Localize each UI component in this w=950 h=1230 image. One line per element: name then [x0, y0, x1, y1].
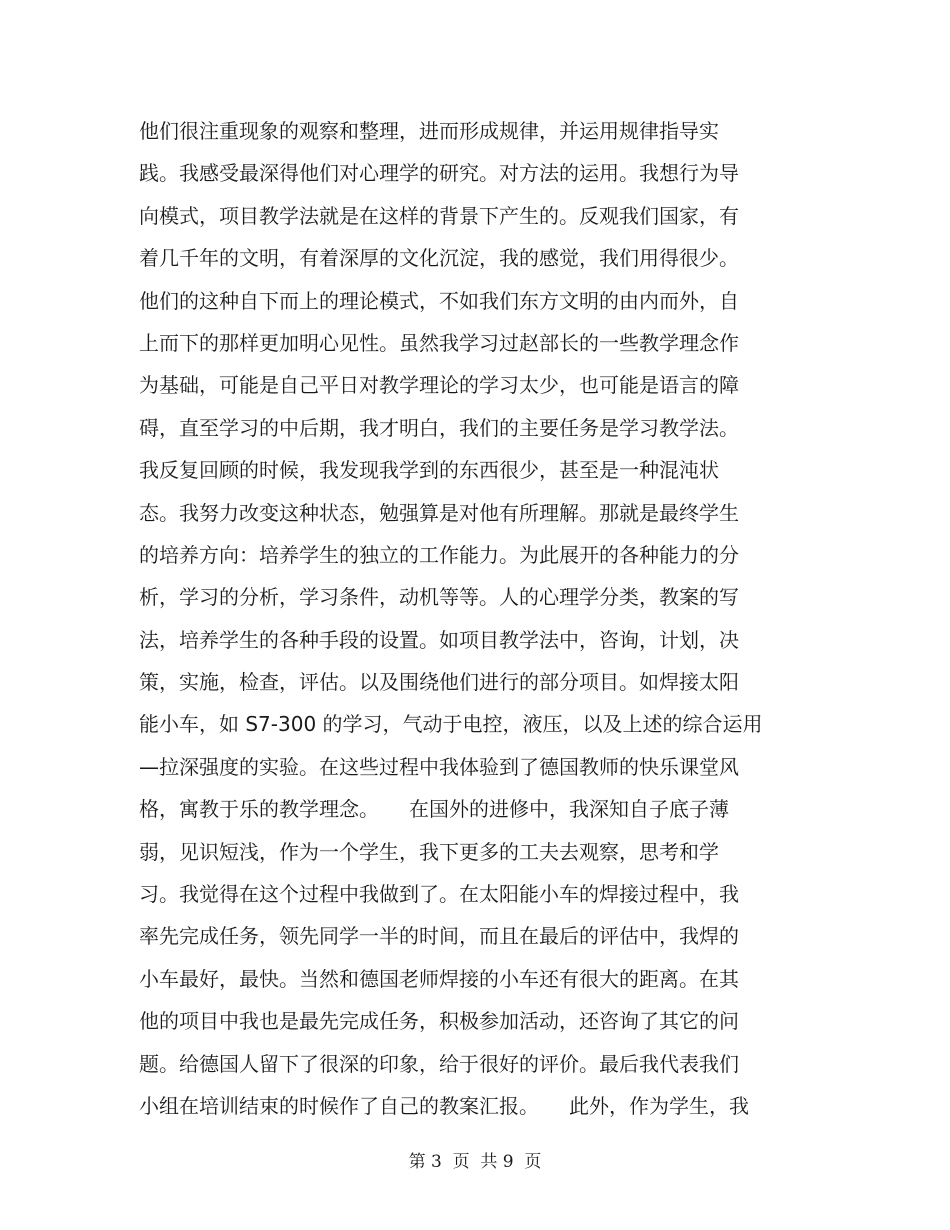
page-number-footer: 第 3 页 共 9 页: [408, 1152, 542, 1172]
text-line: 他们很注重现象的观察和整理，进而形成规律，并运用规律指导实: [139, 119, 719, 143]
text-line: 法，培养学生的各种手段的设置。如项目教学法中，咨询，计划，决: [139, 627, 739, 652]
text-line: 着几千年的文明，有着深厚的文化沉淀，我的感觉，我们用得很少。: [139, 246, 739, 271]
text-line: 习。我觉得在这个过程中我做到了。在太阳能小车的焊接过程中，我: [139, 882, 739, 907]
text-line: 弱，见识短浅，作为一个学生，我下更多的工夫去观察，思考和学: [139, 839, 719, 864]
text-line: 率先完成任务，领先同学一半的时间，而且在最后的评估中，我焊的: [139, 924, 739, 949]
text-line: 碍，直至学习的中后期，我才明白，我们的主要任务是学习教学法。: [139, 415, 739, 440]
text-line: 为基础，可能是自己平日对教学理论的学习太少，也可能是语言的障: [139, 373, 739, 398]
text-line: 我反复回顾的时候，我发现我学到的东西很少，甚至是一种混沌状: [139, 458, 719, 483]
text-line: 向模式，项目教学法就是在这样的背景下产生的。反观我们国家，有: [139, 203, 739, 228]
text-line: 他的项目中我也是最先完成任务，积极参加活动，还咨询了其它的问: [139, 1009, 739, 1034]
text-line: 能小车，如 S7-300 的学习，气动于电控，液压，以及上述的综合运用: [139, 712, 763, 737]
text-line: 的培养方向：培养学生的独立的工作能力。为此展开的各种能力的分: [139, 542, 739, 567]
text-line: 态。我努力改变这种状态，勉强算是对他有所理解。那就是最终学生: [139, 500, 739, 525]
text-line: 践。我感受最深得他们对心理学的研究。对方法的运用。我想行为导: [139, 161, 739, 186]
text-line: 格，寓教于乐的教学理念。 在国外的进修中，我深知自子底子薄: [139, 797, 729, 822]
text-line: 策，实施，检查，评估。以及围绕他们进行的部分项目。如焊接太阳: [139, 670, 739, 695]
text-line: 题。给德国人留下了很深的印象，给于很好的评价。最后我代表我们: [139, 1051, 739, 1076]
text-line: 上而下的那样更加明心见性。虽然我学习过赵部长的一些教学理念作: [139, 330, 739, 355]
text-line: 小车最好，最快。当然和德国老师焊接的小车还有很大的距离。在其: [139, 966, 739, 991]
text-line: —拉深强度的实验。在这些过程中我体验到了德国教师的快乐课堂风: [139, 754, 739, 779]
body-text: [139, 110, 819, 1127]
text-line: 析，学习的分析，学习条件，动机等等。人的心理学分类，教案的写: [139, 585, 739, 610]
text-line: 他们的这种自下而上的理论模式，不如我们东方文明的由内而外，自: [139, 288, 739, 313]
text-line: 小组在培训结束的时候作了自己的教案汇报。 此外，作为学生，我: [139, 1093, 749, 1118]
